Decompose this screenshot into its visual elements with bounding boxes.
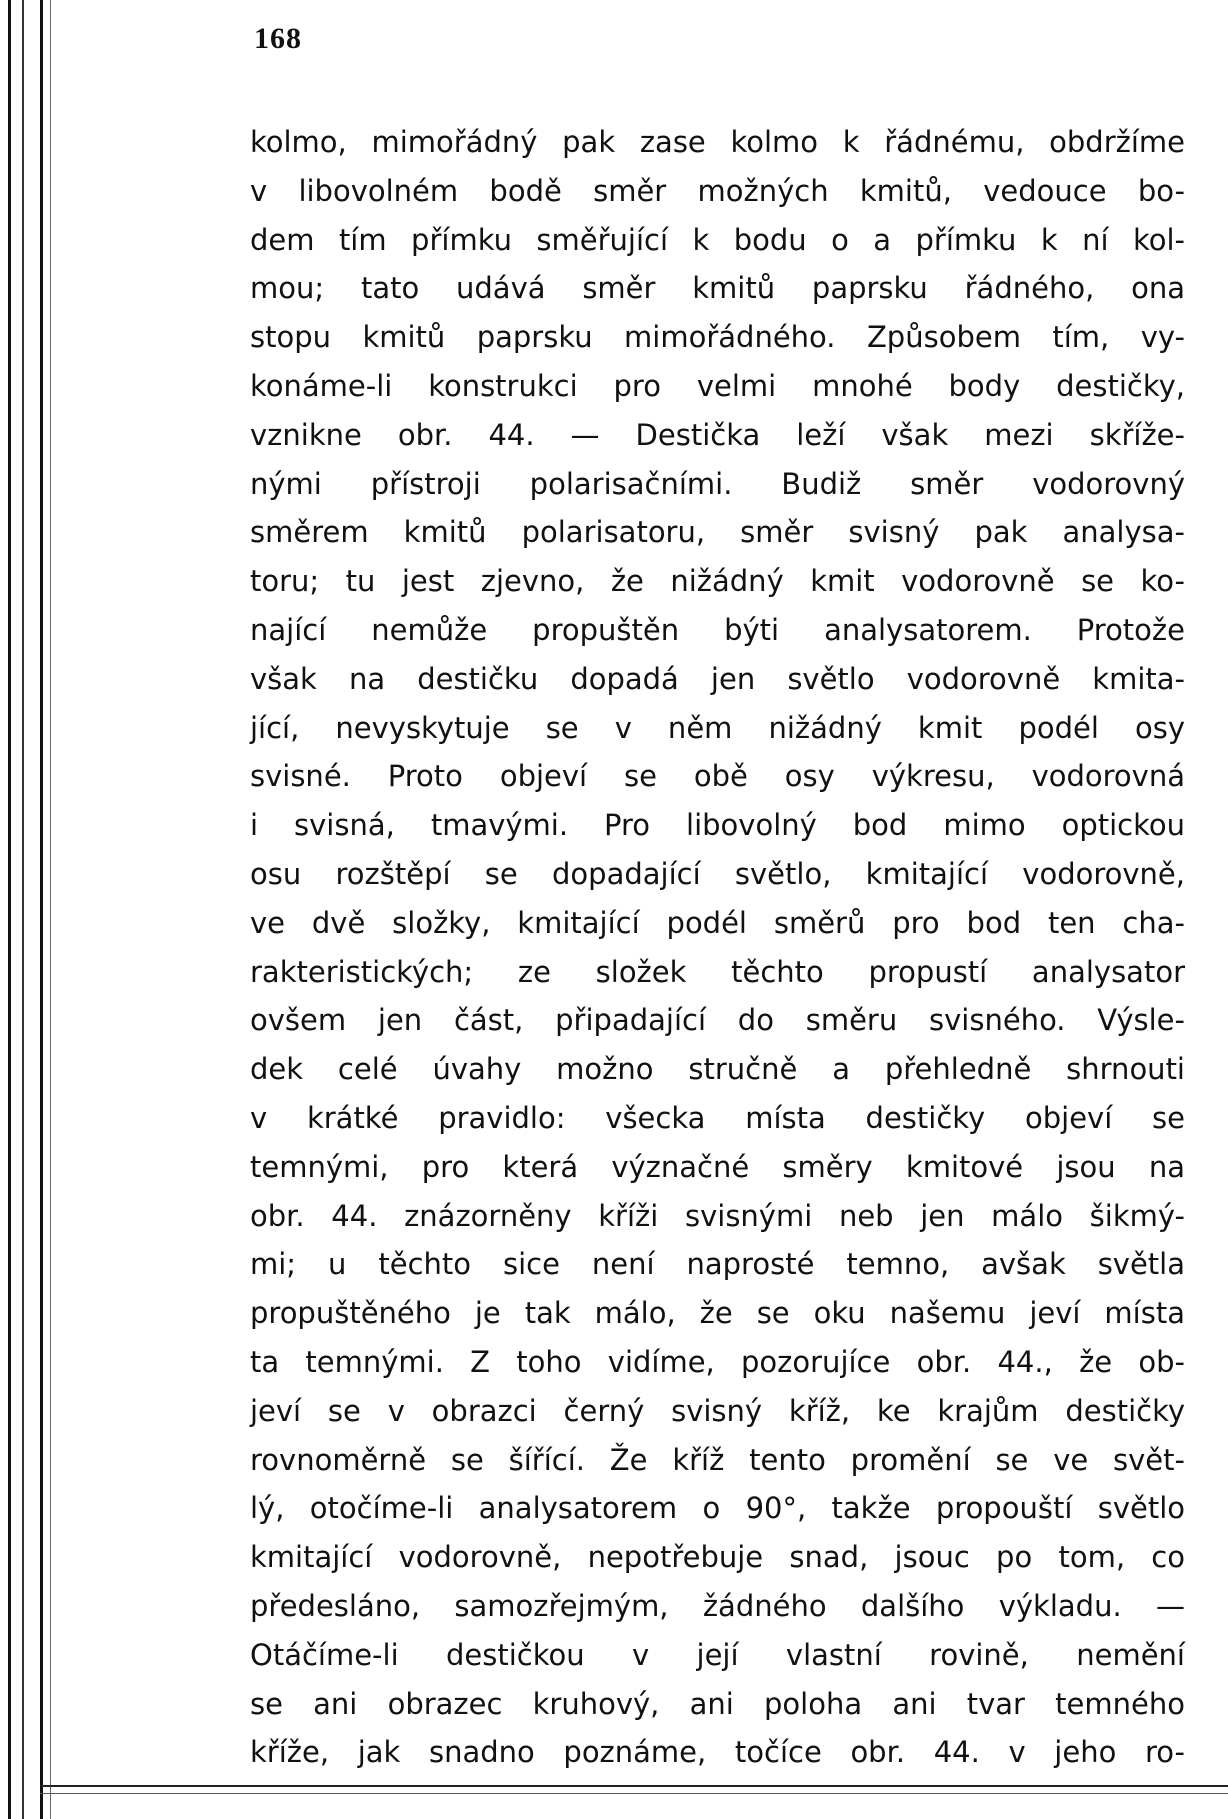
text-line: jící, nevyskytuje se v něm nižádný kmit podél osy — [250, 710, 1185, 745]
page-bottom-edge — [40, 1785, 1228, 1794]
binding-edge-line — [50, 0, 51, 1819]
text-line: Otáčíme-li destičkou v její vlastní rovině, nemění — [250, 1637, 1185, 1672]
text-line: i svisná, tmavými. Pro libovolný bod mimo optickou — [250, 808, 1185, 843]
text-line: konáme-li konstrukci pro velmi mnohé body destičky, — [250, 368, 1185, 403]
text-line: předesláno, samozřejmým, žádného dalšího výkladu. — — [250, 1588, 1185, 1623]
page-gutter-shadow — [0, 0, 70, 1819]
text-line: dem tím přímku směřující k bodu o a přímku k ní kol- — [250, 222, 1185, 257]
page-number: 168 — [254, 22, 302, 55]
text-line: ovšem jen část, připadající do směru svisného. Výsle- — [250, 1003, 1185, 1038]
text-line: dek celé úvahy možno stručně a přehledně shrnouti — [250, 1052, 1185, 1087]
text-line: mi; u těchto sice není naprosté temno, avšak světla — [250, 1247, 1185, 1282]
text-line: kolmo, mimořádný pak zase kolmo k řádnému, obdržíme — [250, 125, 1185, 159]
text-line: nající nemůže propuštěn býti analysatorem. Protože — [250, 612, 1185, 647]
text-line: v krátké pravidlo: všecka místa destičky objeví se — [250, 1100, 1185, 1135]
text-line: mou; tato udává směr kmitů paprsku řádného, ona — [250, 271, 1185, 306]
text-line: rakteristických; ze složek těchto propustí analysator — [250, 954, 1185, 989]
text-line: jeví se v obrazci černý svisný kříž, ke krajům destičky — [250, 1393, 1185, 1428]
text-line: se ani obrazec kruhový, ani poloha ani tvar temného — [250, 1686, 1185, 1721]
binding-edge-line — [22, 0, 24, 1819]
binding-edge-line — [40, 0, 43, 1819]
text-line: temnými, pro která význačné směry kmitové jsou na — [250, 1149, 1185, 1184]
text-line: svisné. Proto objeví se obě osy výkresu, vodorovná — [250, 759, 1185, 794]
text-line: však na destičku dopadá jen světlo vodorovně kmita- — [250, 661, 1185, 696]
text-line: v libovolném bodě směr možných kmitů, vedouce bo- — [250, 173, 1185, 208]
text-line: stopu kmitů paprsku mimořádného. Způsobem tím, vy- — [250, 320, 1185, 355]
text-line: ta temnými. Z toho vidíme, pozorujíce obr. 44., že ob- — [250, 1344, 1185, 1379]
text-line: lý, otočíme-li analysatorem o 90°, takže propouští světlo — [250, 1491, 1185, 1526]
text-line: toru; tu jest zjevno, že nižádný kmit vodorovně se ko- — [250, 564, 1185, 599]
text-line: rovnoměrně se šířící. Že kříž tento promění se ve svět- — [250, 1442, 1185, 1477]
text-line: propuštěného je tak málo, že se oku našemu jeví místa — [250, 1296, 1185, 1331]
body-text — [250, 118, 1185, 1777]
text-line: obr. 44. znázorněny kříži svisnými neb jen málo šikmý- — [250, 1198, 1185, 1233]
text-line: vznikne obr. 44. — Destička leží však mezi skříže- — [250, 417, 1185, 452]
text-line: směrem kmitů polarisatoru, směr svisný pak analysa- — [250, 515, 1185, 550]
text-line: ve dvě složky, kmitající podél směrů pro bod ten cha- — [250, 905, 1185, 940]
text-line: nými přístroji polarisačními. Budiž směr vodorovný — [250, 466, 1185, 501]
text-line: kříže, jak snadno poznáme, točíce obr. 44. v jeho ro- — [250, 1735, 1185, 1770]
text-line: kmitající vodorovně, nepotřebuje snad, jsouc po tom, co — [250, 1540, 1185, 1575]
binding-edge-line — [8, 0, 11, 1819]
text-line: osu rozštěpí se dopadající světlo, kmitající vodorovně, — [250, 856, 1185, 891]
